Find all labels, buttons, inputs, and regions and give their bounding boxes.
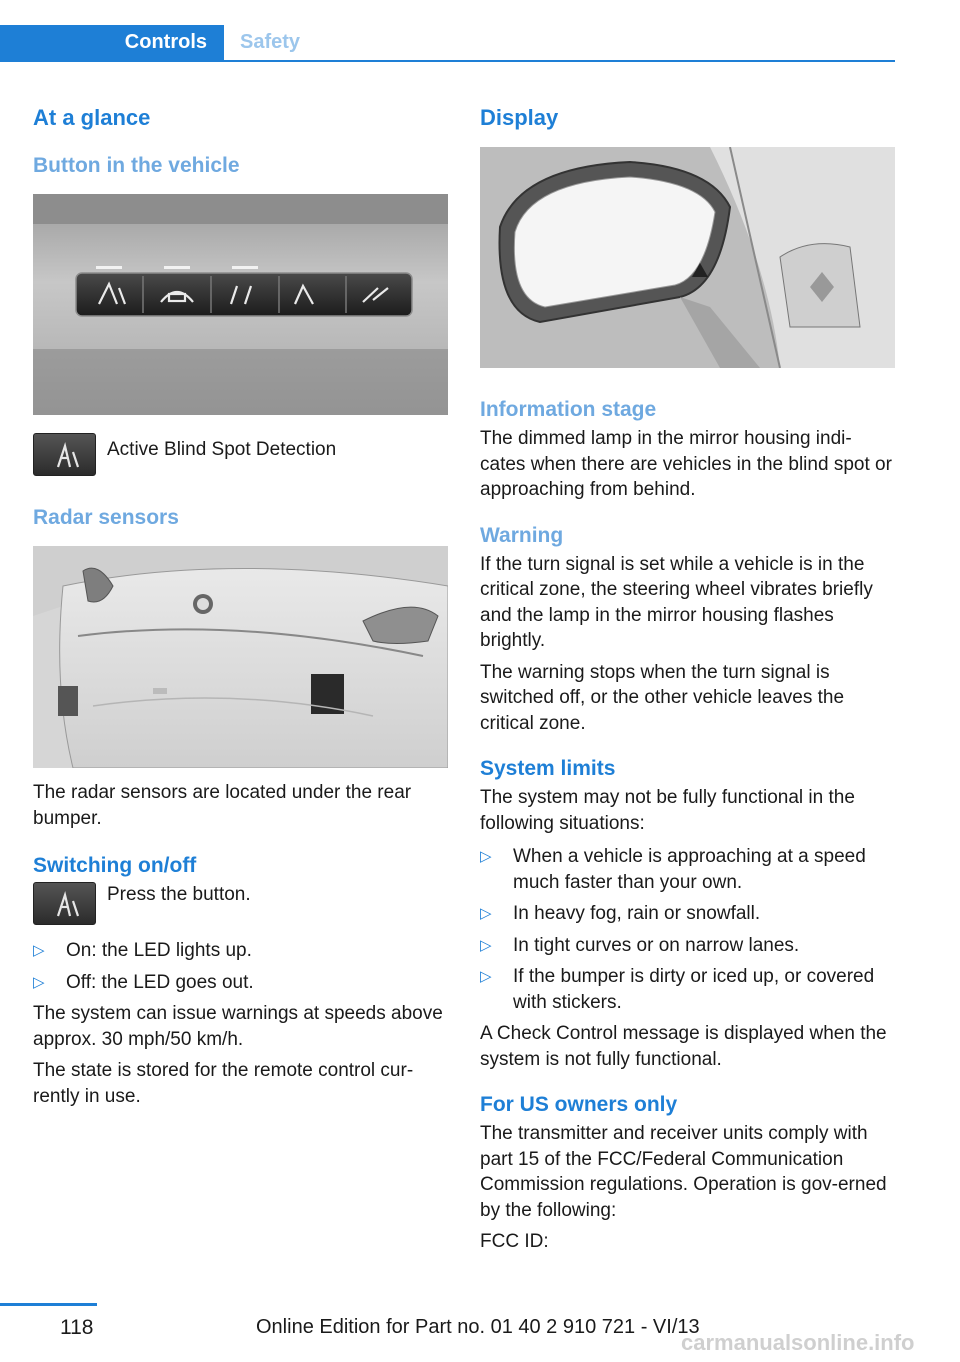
tab-controls[interactable]: Controls bbox=[0, 25, 224, 60]
blind-spot-button-icon-2 bbox=[33, 882, 96, 925]
list-item: ▷ Off: the LED goes out. bbox=[33, 970, 448, 996]
info-text: The dimmed lamp in the mirror housing indi‐cates when there are vehicles in the blind spot or approaching from behind. bbox=[480, 428, 892, 500]
limits-list bbox=[480, 844, 895, 1015]
warning-text: If the turn signal is set while a vehicle is in the critical zone, the steering wheel vibrates briefly and the lamp in the mirror housing flashes brightly. bbox=[480, 553, 873, 651]
chapter-header bbox=[0, 25, 895, 62]
warning-heading: Warning bbox=[480, 523, 564, 547]
list-item: ▷ If the bumper is dirty or iced up, or covered with stickers. bbox=[480, 966, 875, 1013]
triangle-bullet-icon: ▷ bbox=[480, 905, 492, 922]
fcc-text: FCC ID: bbox=[480, 1231, 549, 1252]
tab-safety[interactable]: Safety bbox=[240, 31, 301, 53]
us-heading: For US owners only bbox=[480, 1093, 678, 1116]
blind-spot-label: Active Blind Spot Detection bbox=[107, 439, 337, 460]
us-text: The transmitter and receiver units comply with part 15 of the FCC/Federal Communication Commission regulations. Operation is gov‐erned by the following: bbox=[480, 1123, 887, 1221]
display-heading: Display bbox=[480, 105, 559, 130]
switch-list bbox=[33, 938, 448, 995]
button-panel-image bbox=[33, 194, 448, 415]
switch-instruction: Press the button. bbox=[107, 884, 251, 905]
list-item: ▷ In tight curves or on narrow lanes. bbox=[480, 933, 895, 959]
warnings-text: The system can issue warnings at speeds above approx. 30 mph/50 km/h. bbox=[33, 1003, 443, 1050]
radar-heading: Radar sensors bbox=[33, 506, 179, 529]
list-item: ▷ On: the LED lights up. bbox=[33, 938, 448, 964]
limits-text: The system may not be fully functional in the following situations: bbox=[480, 787, 855, 834]
blind-spot-button-icon bbox=[33, 433, 96, 476]
watermark: carmanualsonline.info bbox=[681, 1330, 915, 1355]
triangle-bullet-icon: ▷ bbox=[480, 848, 492, 865]
list-item: ▷ In heavy fog, rain or snowfall. bbox=[480, 901, 895, 927]
limits-heading: System limits bbox=[480, 757, 616, 780]
mirror-display-image bbox=[480, 147, 895, 368]
list-item: ▷ When a vehicle is approaching at a speed much faster than your own. bbox=[480, 846, 866, 893]
stored-text: The state is stored for the remote control cur‐rently in use. bbox=[33, 1060, 414, 1107]
check-control-text: A Check Control message is displayed when the system is not fully functional. bbox=[480, 1023, 887, 1070]
section-title: At a glance bbox=[33, 105, 151, 130]
footer-rule bbox=[0, 1303, 97, 1306]
right-column bbox=[480, 100, 895, 1255]
triangle-bullet-icon: ▷ bbox=[480, 968, 492, 985]
triangle-bullet-icon: ▷ bbox=[480, 936, 492, 954]
button-heading: Button in the vehicle bbox=[33, 154, 240, 177]
radar-text: The radar sensors are located under the rear bumper. bbox=[33, 782, 412, 829]
triangle-bullet-icon: ▷ bbox=[33, 973, 45, 991]
page-number: 118 bbox=[60, 1316, 94, 1339]
radar-sensor-image bbox=[33, 546, 448, 768]
warning-stop-text: The warning stops when the turn signal is switched off, or the other vehicle leaves the critical zone. bbox=[480, 661, 845, 734]
icon-row-blind-spot bbox=[33, 433, 448, 477]
triangle-bullet-icon: ▷ bbox=[33, 942, 45, 959]
switch-heading: Switching on/off bbox=[33, 854, 197, 877]
left-column bbox=[33, 100, 448, 1109]
icon-row-switch bbox=[33, 882, 448, 926]
edition-text: Online Edition for Part no. 01 40 2 910 721 - VI/13 bbox=[256, 1316, 700, 1338]
info-heading: Information stage bbox=[480, 398, 657, 421]
